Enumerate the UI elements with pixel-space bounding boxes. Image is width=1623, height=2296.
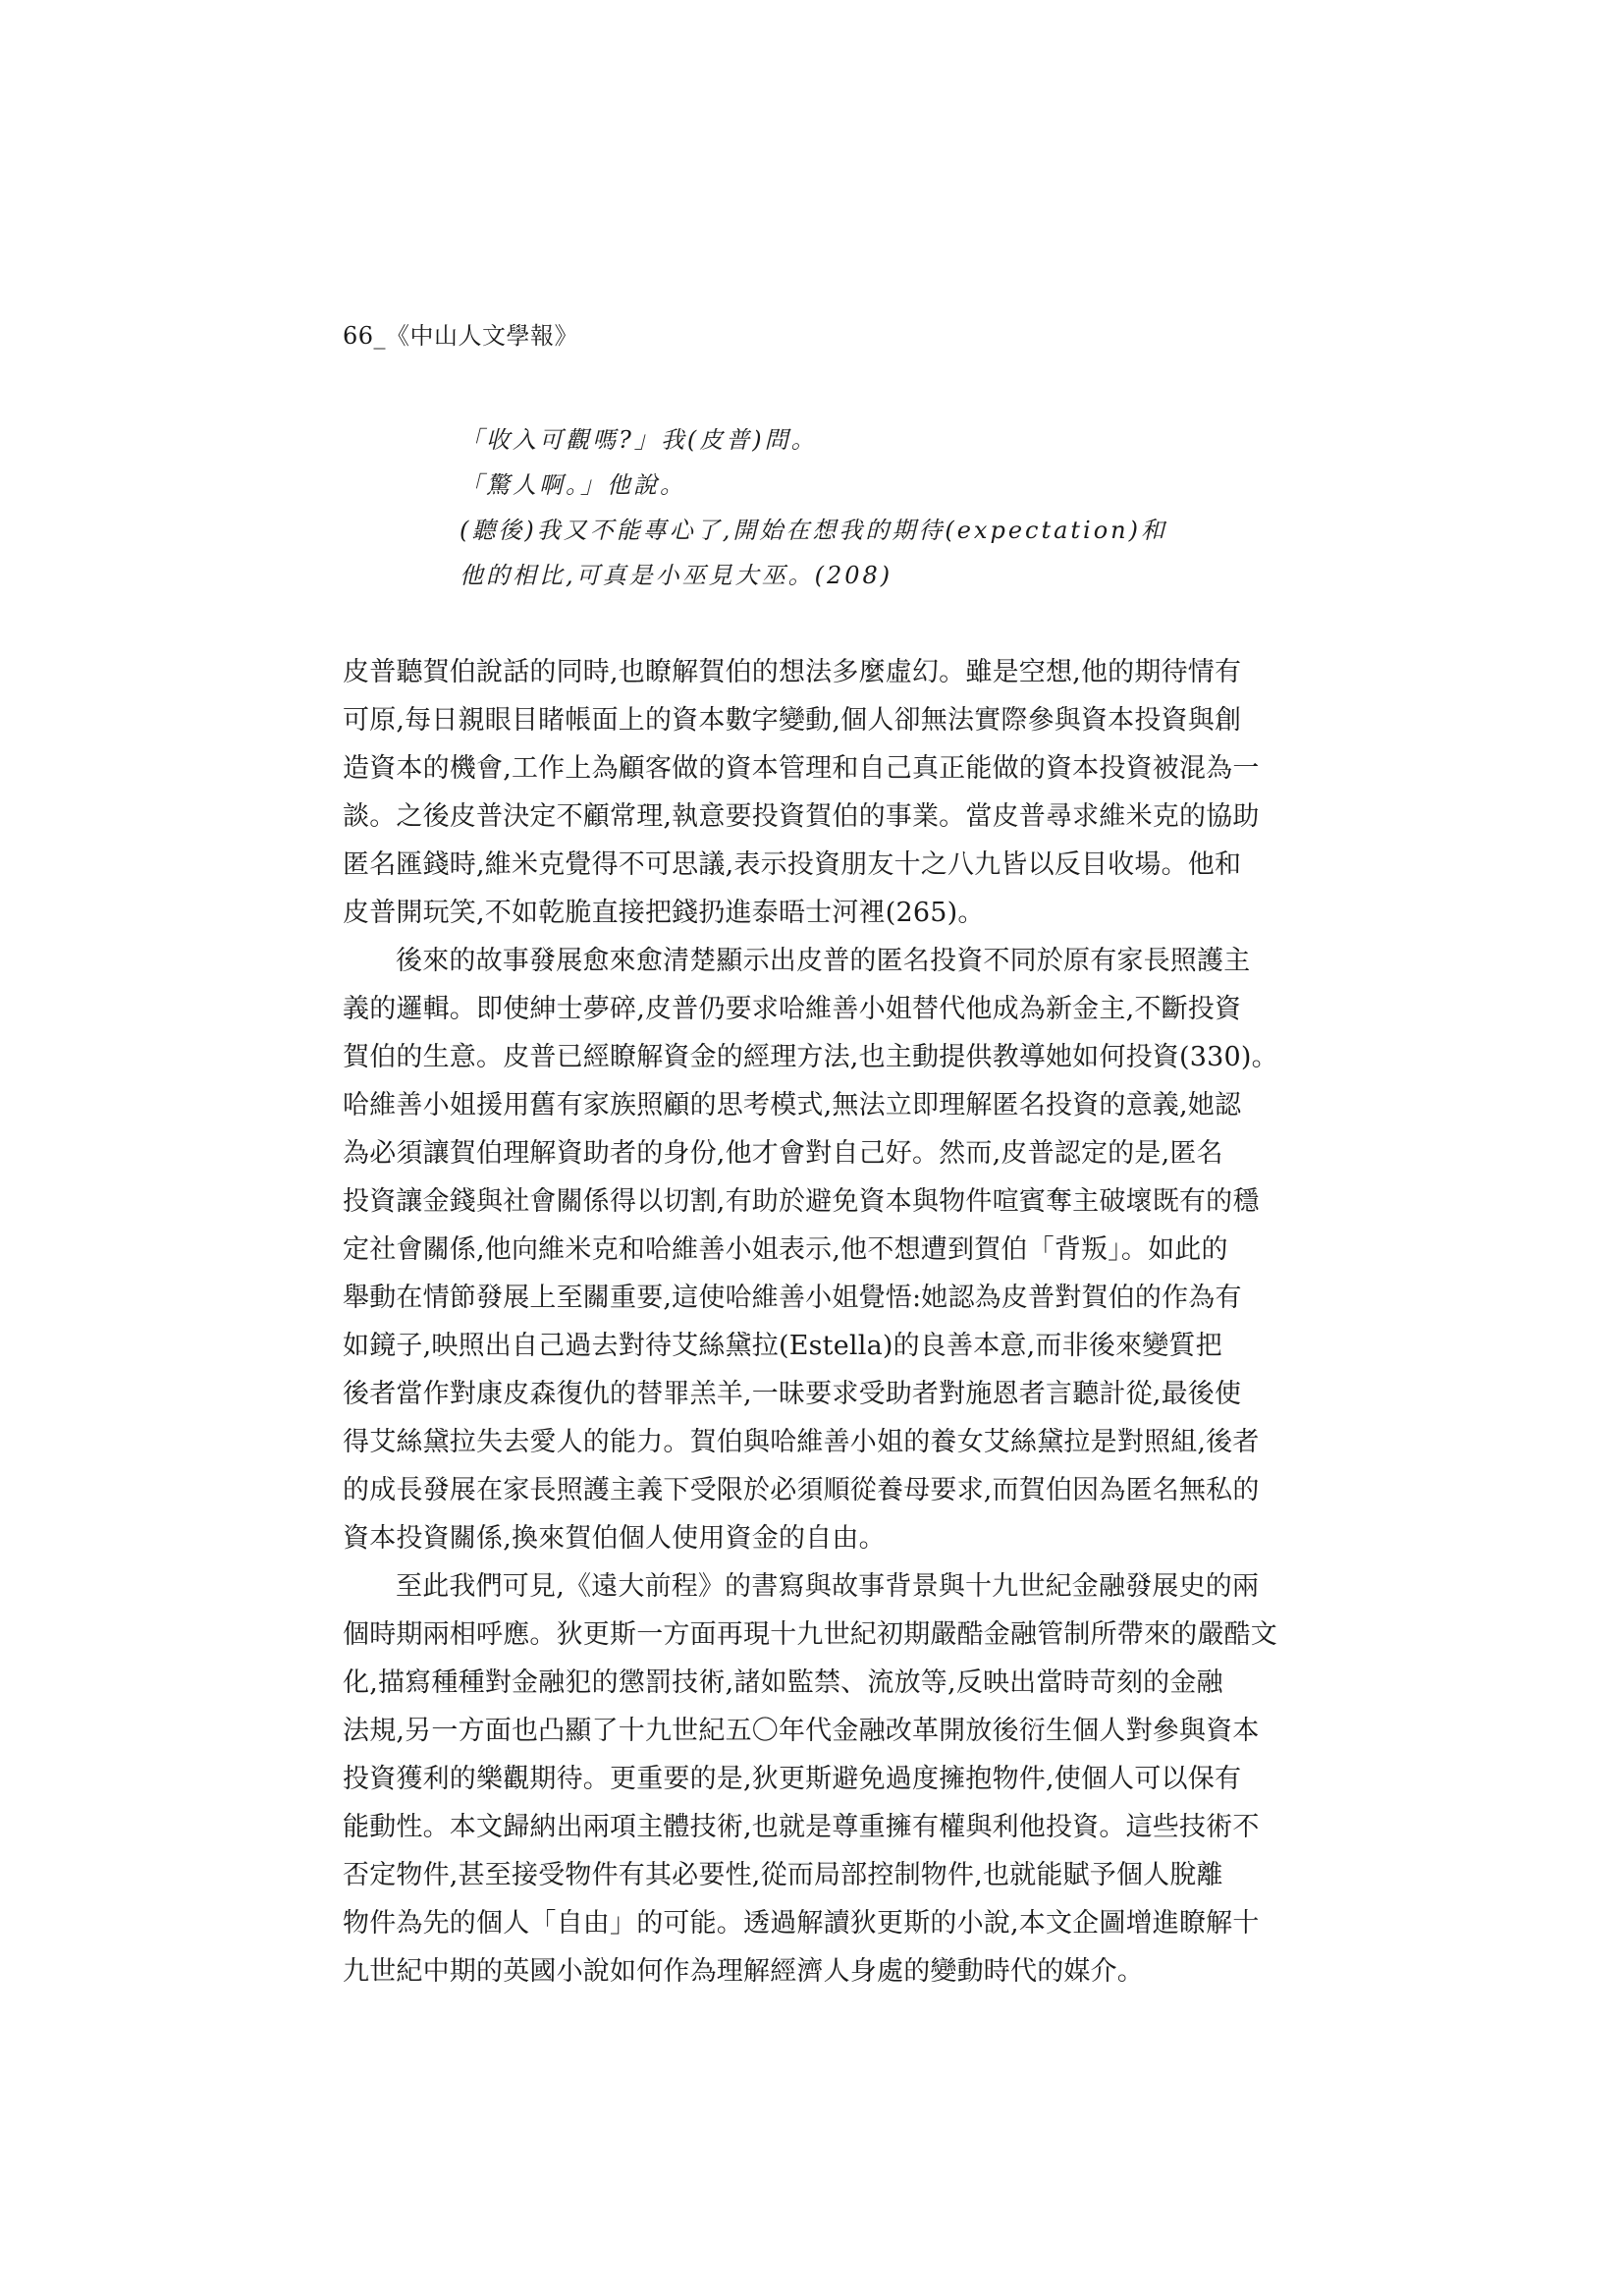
text-line: 為必須讓賀伯理解資助者的身份,他才會對自己好。然而,皮普認定的是,匿名 xyxy=(343,1138,1223,1169)
text-line: 定社會關係,他向維米克和哈維善小姐表示,他不想遭到賀伯「背叛」。如此的 xyxy=(343,1234,1228,1265)
text-line: 法規,另一方面也凸顯了十九世紀五〇年代金融改革開放後衍生個人對參與資本 xyxy=(343,1716,1260,1746)
text-line: 個時期兩相呼應。狄更斯一方面再現十九世紀初期嚴酷金融管制所帶來的嚴酷文 xyxy=(343,1619,1277,1650)
text-line: 投資獲利的樂觀期待。更重要的是,狄更斯避免過度擁抱物件,使個人可以保有 xyxy=(343,1764,1242,1794)
text-line: 可原,每日親眼目睹帳面上的資本數字變動,個人卻無法實際參與資本投資與創 xyxy=(343,705,1242,736)
text-line: 皮普開玩笑,不如乾脆直接把錢扔進泰晤士河裡(265)。 xyxy=(343,898,985,928)
body-text xyxy=(343,648,1307,1995)
quote-line: 「驚人啊。」他說。 xyxy=(460,471,686,499)
text-line: 義的邏輯。即使紳士夢碎,皮普仍要求哈維善小姐替代他成為新金主,不斷投資 xyxy=(343,994,1242,1024)
text-line: 後來的故事發展愈來愈清楚顯示出皮普的匿名投資不同於原有家長照護主 xyxy=(396,946,1251,976)
paragraph-3 xyxy=(343,1562,1307,1995)
quote-line: 「收入可觀嗎?」我(皮普)問。 xyxy=(460,426,818,454)
text-line: 得艾絲黛拉失去愛人的能力。賀伯與哈維善小姐的養女艾絲黛拉是對照組,後者 xyxy=(343,1427,1260,1457)
text-line: 哈維善小姐援用舊有家族照顧的思考模式,無法立即理解匿名投資的意義,她認 xyxy=(343,1090,1242,1121)
running-header: 66_《中山人文學報》 xyxy=(343,322,579,350)
paragraph-2 xyxy=(343,937,1307,1562)
text-line: 化,描寫種種對金融犯的懲罰技術,諸如監禁、流放等,反映出當時苛刻的金融 xyxy=(343,1667,1223,1698)
paragraph-1 xyxy=(343,648,1307,937)
text-line: 能動性。本文歸納出兩項主體技術,也就是尊重擁有權與利他投資。這些技術不 xyxy=(343,1812,1260,1842)
text-line: 資本投資關係,換來賀伯個人使用資金的自由。 xyxy=(343,1523,886,1554)
text-line: 如鏡子,映照出自己過去對待艾絲黛拉(Estella)的良善本意,而非後來變質把 xyxy=(343,1331,1222,1361)
text-line: 否定物件,甚至接受物件有其必要性,從而局部控制物件,也就能賦予個人脫離 xyxy=(343,1860,1223,1890)
text-line: 舉動在情節發展上至關重要,這使哈維善小姐覺悟:她認為皮普對賀伯的作為有 xyxy=(343,1283,1242,1313)
text-line: 至此我們可見,《遠大前程》的書寫與故事背景與十九世紀金融發展史的兩 xyxy=(396,1571,1260,1602)
text-line: 談。之後皮普決定不顧常理,執意要投資賀伯的事業。當皮普尋求維米克的協助 xyxy=(343,801,1260,832)
text-line: 物件為先的個人「自由」的可能。透過解讀狄更斯的小說,本文企圖增進瞭解十 xyxy=(343,1908,1260,1939)
text-line: 皮普聽賀伯說話的同時,也瞭解賀伯的想法多麼虛幻。雖是空想,他的期待情有 xyxy=(343,657,1242,687)
text-line: 賀伯的生意。皮普已經瞭解資金的經理方法,也主動提供教導她如何投資(330)。 xyxy=(343,1042,1278,1072)
block-quote xyxy=(460,417,1245,598)
text-line: 後者當作對康皮森復仇的替罪羔羊,一昧要求受助者對施恩者言聽計從,最後使 xyxy=(343,1379,1242,1409)
text-line: 九世紀中期的英國小說如何作為理解經濟人身處的變動時代的媒介。 xyxy=(343,1956,1144,1987)
text-line: 造資本的機會,工作上為顧客做的資本管理和自己真正能做的資本投資被混為一 xyxy=(343,753,1260,784)
quote-line: 他的相比,可真是小巫見大巫。(208) xyxy=(460,562,893,589)
text-line: 的成長發展在家長照護主義下受限於必須順從養母要求,而賀伯因為匿名無私的 xyxy=(343,1475,1260,1505)
text-line: 投資讓金錢與社會關係得以切割,有助於避免資本與物件喧賓奪主破壞既有的穩 xyxy=(343,1186,1260,1217)
quote-line: (聽後)我又不能專心了,開始在想我的期待(expectation)和 xyxy=(460,517,1168,544)
text-line: 匿名匯錢時,維米克覺得不可思議,表示投資朋友十之八九皆以反目收場。他和 xyxy=(343,849,1242,880)
